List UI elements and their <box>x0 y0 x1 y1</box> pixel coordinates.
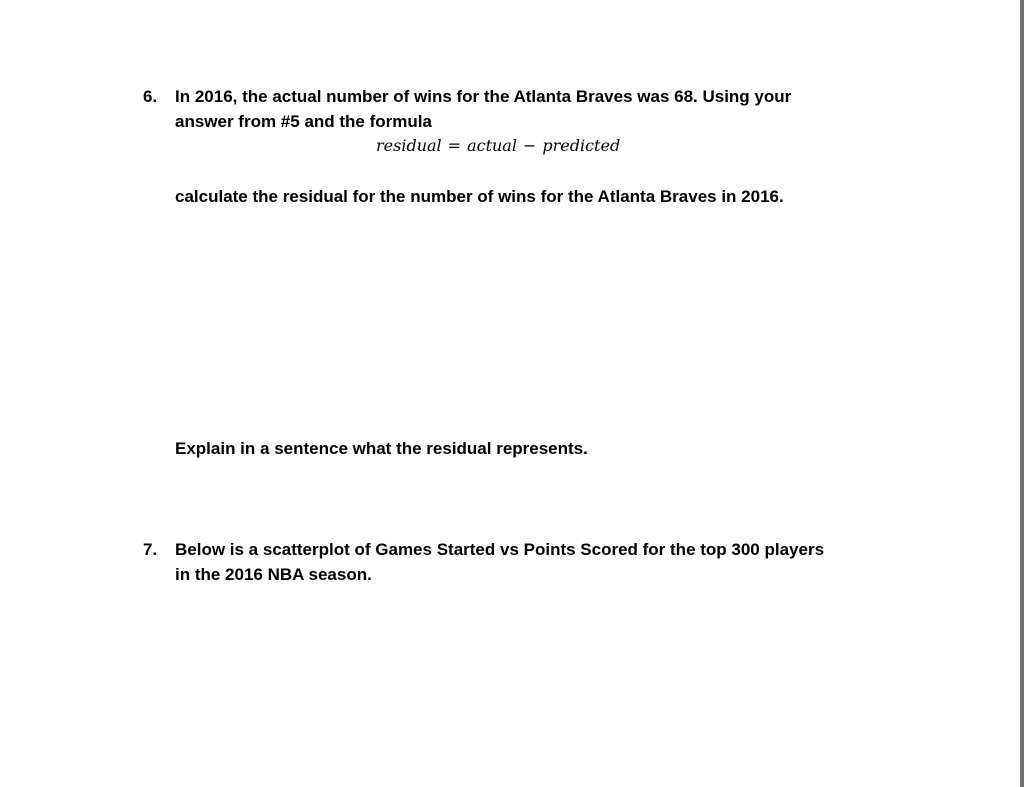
viewer-edge-divider <box>1020 0 1024 787</box>
residual-formula <box>376 136 620 156</box>
formula-minus: − <box>522 136 537 155</box>
question-6-number: 6. <box>143 87 158 106</box>
question-6-instruction: calculate the residual for the number of wins for the Atlanta Braves in 2016. <box>175 187 784 206</box>
formula-term-actual: actual <box>467 136 517 155</box>
question-6-line-2: answer from #5 and the formula <box>175 112 432 131</box>
question-6-followup: Explain in a sentence what the residual represents. <box>175 439 588 458</box>
formula-lhs: residual <box>376 136 442 155</box>
question-6-line-1: In 2016, the actual number of wins for the Atlanta Braves was 68. Using your <box>175 87 792 106</box>
formula-equals: = <box>447 136 462 155</box>
formula-term-predicted: predicted <box>542 136 621 155</box>
question-7-line-2: in the 2016 NBA season. <box>175 565 372 584</box>
question-7-line-1: Below is a scatterplot of Games Started vs Points Scored for the top 300 players <box>175 540 825 559</box>
question-7-number: 7. <box>143 540 158 559</box>
